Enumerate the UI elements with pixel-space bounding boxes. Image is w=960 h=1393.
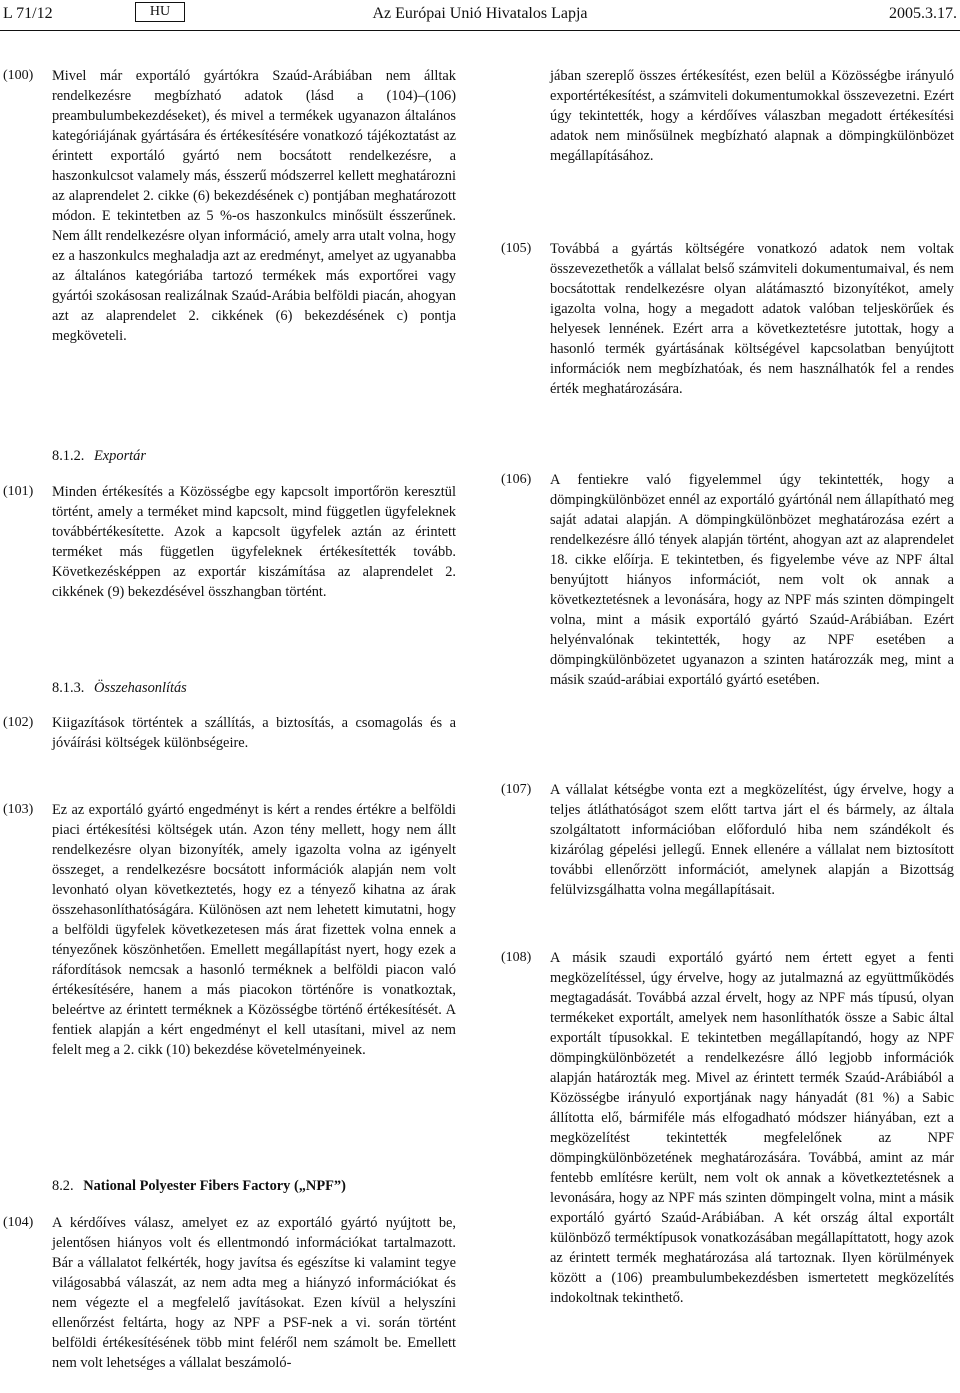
- page-number: L 71/12: [3, 5, 53, 22]
- paragraph-number: (100): [3, 68, 34, 83]
- section-title: National Polyester Fibers Factory („NPF”): [83, 1178, 346, 1194]
- page-header: [0, 0, 960, 40]
- paragraph-number: (108): [501, 950, 532, 965]
- section-title: Exportár: [94, 448, 146, 464]
- section-heading-8-1-2: [52, 446, 456, 466]
- paragraph-text: A másik szaudi exportáló gyártó nem értett egyet a fenti megközelítéssel, úgy érvelve, hogy az jutalmazná az együttműködés megtagadását. Továbbá azzal érvelt, hogy az NPF más típusú, olyan termékeket exportált, amelyek nem hasonlíthatók össze a Sabic által exportált típusokkal. E tekintetben megállapítandó, hogy az NPF dömpingkülönbözetét a rendelkezésre álló legjobb információk alapján határozták meg. Mivel az érintett termék Szaúd-Arábiából a Közösségbe irányuló exportjának nagy hányadát (81 %) a Sabic állította elő, bármiféle más elfogadható módszer hiányában, ezt a megközelítést tekintették megfelelőnek az NPF dömpingkülönbözetének meghatározására. Továbbá, amint az már fentebb említésre került, nem volt ok annak a következtetésnek a levonására, hogy az NPF más szinten dömpingelt volna, mint a másik exportáló gyártó Szaúd-Arábiában. A két ország által exportált különböző terméktípusok vonatkozásában megállapíttatott, hogy azok az érintett termék meghatározása alá tartoznak. Ilyen körülmények között a (106) preambulumbekezdésben ismertetett megközelítés indokoltnak tekinthető.: [550, 950, 954, 1306]
- paragraph-text: Minden értékesítés a Közösségbe egy kapcsolt importőrön keresztül történt, amely a terméket mind kapcsolt, mind független ügyfeleknek továbbértékesítette. Azok a kapcsolt ügyfelek aztán az érintett terméket más független ügyfeleknek értékesítették tovább. Következésképpen az exportár kiszámítása az alaprendelet 2. cikkének (9) bekezdésével összhangban történt.: [52, 484, 456, 600]
- paragraph-number: (103): [3, 802, 34, 817]
- section-number: 8.2.: [52, 1178, 74, 1194]
- paragraph-text: Továbbá a gyártás költségére vonatkozó adatok nem voltak összevezethetők a vállalat belső számviteli dokumentumaival, és nem bocsátottak rendelkezésre olyan alátámasztó bizonyítékot, amely igazolta volna, hogy a megadott adatok valóban teljeskörűek és helyesek lennének. Ezért arra a következtetésre jutottak, hogy a hasonló termék gyártásának költségével kapcsolatban benyújtott információk nem megbízhatóak, és nem használhatók fel a rendes érték meghatározására.: [550, 241, 954, 397]
- paragraph-text: A kérdőíves válasz, amelyet ez az exportáló gyártó nyújtott be, jelentősen hiányos volt és ellentmondó információkat tartalmazott. Bár a vállalatot felkérték, hogy javítsa és egészítse ki valamint tegye világosabbá válaszát, az nem adta meg a hiányzó információkat és nem végezte el a megfelelő javításokat. Ezen kívül a helyszíni ellenőrzést feltárta, hogy az NPF a PSF-nek a vi. során történt belföldi értékesítésének több mint feléről nem számolt be. Emellett nem volt lehetséges a vállalat beszámoló-: [52, 1215, 456, 1371]
- journal-title: Az Európai Unió Hivatalos Lapja: [372, 5, 588, 22]
- paragraph-text: Ez az exportáló gyártó engedményt is kért a rendes értékre a belföldi piaci értékesítési költségek után. Azon tény mellett, hogy nem állt rendelkezésre olyan bizonyíték, amely igazolta volna az igényelt összeget, a rendelkezésre bocsátott információk alapján nem volt levonható olyan következtetés, hogy ez a tényező kihatna az árak összehasonlíthatóságára. Különösen azt nem lehetett kimutatni, hogy a belföldi ügyfelek következetesen más árat fizettek volna ennek a tényezőnek köszönhetően. Emellett megállapítást nyert, hogy ezek a ráfordítások nemcsak a hasonló terméknek a belföldi piacon való értékesítésére, hanem a más piacokon történőre is vonatkoztak, beleértve az érintett terméknek a Közösségbe történő értékesítését. A fentiek alapján a kért engedményt el kell utasítani, mivel az nem felelt meg a 2. cikk (10) bekezdése követelményeinek.: [52, 802, 456, 1058]
- paragraph-text: Mivel már exportáló gyártókra Szaúd-Arábiában nem álltak rendelkezésre megbízható adatok (lásd a (104)–(106) preambulumbekezdéseket), és mivel a termékek ugyanazon általános kategóriájának gyártására és értékesítésére vonatkozó tájékoztatást az érintett exportáló gyártó nem bocsátott rendelkezésre, a haszonkulcsot valamely más, ésszerű módszerrel kellett meghatározni az alaprendelet 2. cikke (6) bekezdésének c) pontjában meghatározott módon. E tekintetben az 5 %-os haszonkulcs minősült ésszerűnek. Nem állt rendelkezésre olyan információ, amely arra utalt volna, hogy ez a haszonkulcs meghaladja azt az eredményt, amelyet az ugyanabba az általános kategóriába tartozó termékek más exportőrei vagy gyártói szokásosan realizálnak Szaúd-Arábia belföldi piacán, ahogyan azt az alaprendelet 2. cikkének (6) bekezdésének c) pontja megköveteli.: [52, 68, 456, 344]
- paragraph-number: (105): [501, 241, 532, 256]
- header-rule: [0, 30, 960, 31]
- section-heading-8-1-3: [52, 678, 456, 698]
- section-title: Összehasonlítás: [94, 680, 187, 696]
- paragraph-text: Kiigazítások történtek a szállítás, a biztosítás, a csomagolás és a jóváírási költségek különbségeire.: [52, 715, 456, 751]
- section-number: 8.1.2.: [52, 448, 85, 464]
- paragraph-text: jában szereplő összes értékesítést, ezen belül a Közösségbe irányuló exportértékesítést, a számviteli dokumentumokkal összevezetni. Ezért úgy tekintették, hogy a kérdőíves válaszban megadott értékesítési adatok nem minősülnek megbízható alapnak a dömpingkülönbözet megállapításához.: [550, 68, 954, 164]
- paragraph-text: A vállalat kétségbe vonta ezt a megközelítést, úgy érvelve, hogy a teljes átláthatóságot szem előtt tartva járt el és bármely, az általa szolgáltatott információban előforduló hiba nem szándékolt és kizárólag gépelési jellegű. Ennek ellenére a vállalat nem biztosított további ellenőrzött információt, amelynek alapján a Bizottság felülvizsgálhatta volna megállapításait.: [550, 782, 954, 898]
- paragraph-text: A fentiekre való figyelemmel úgy tekintették, hogy a dömpingkülönbözet ennél az exportáló gyártónál nem állapítható meg saját adatai alapján. A dömpingkülönbözet meghatározása ezért a rendelkezésre álló tények alapján történt, ahogyan azt az alaprendelet 18. cikke előírja. E tekintetben, és figyelembe véve az NPF által benyújtott hiányos információt, nem volt ok annak a következtetésnek a levonására, hogy az NPF más szinten dömpingelt volna, mint a másik exportáló gyártó Szaúd-Arábiában. Ezért helyénvalónak tekintették, hogy az NPF esetében a dömpingkülönbözetet ugyanazon a szinten határozzák meg, mint a másik szaúd-arábiai exportáló gyártó esetében.: [550, 472, 954, 688]
- paragraph-number: (104): [3, 1215, 34, 1230]
- paragraph-number: (102): [3, 715, 34, 730]
- section-heading-8-2: [52, 1176, 456, 1196]
- paragraph-number: (101): [3, 484, 34, 499]
- language-box: HU: [135, 2, 185, 22]
- section-number: 8.1.3.: [52, 680, 85, 696]
- issue-date: 2005.3.17.: [889, 5, 957, 22]
- paragraph-number: (106): [501, 472, 532, 487]
- paragraph-number: (107): [501, 782, 532, 797]
